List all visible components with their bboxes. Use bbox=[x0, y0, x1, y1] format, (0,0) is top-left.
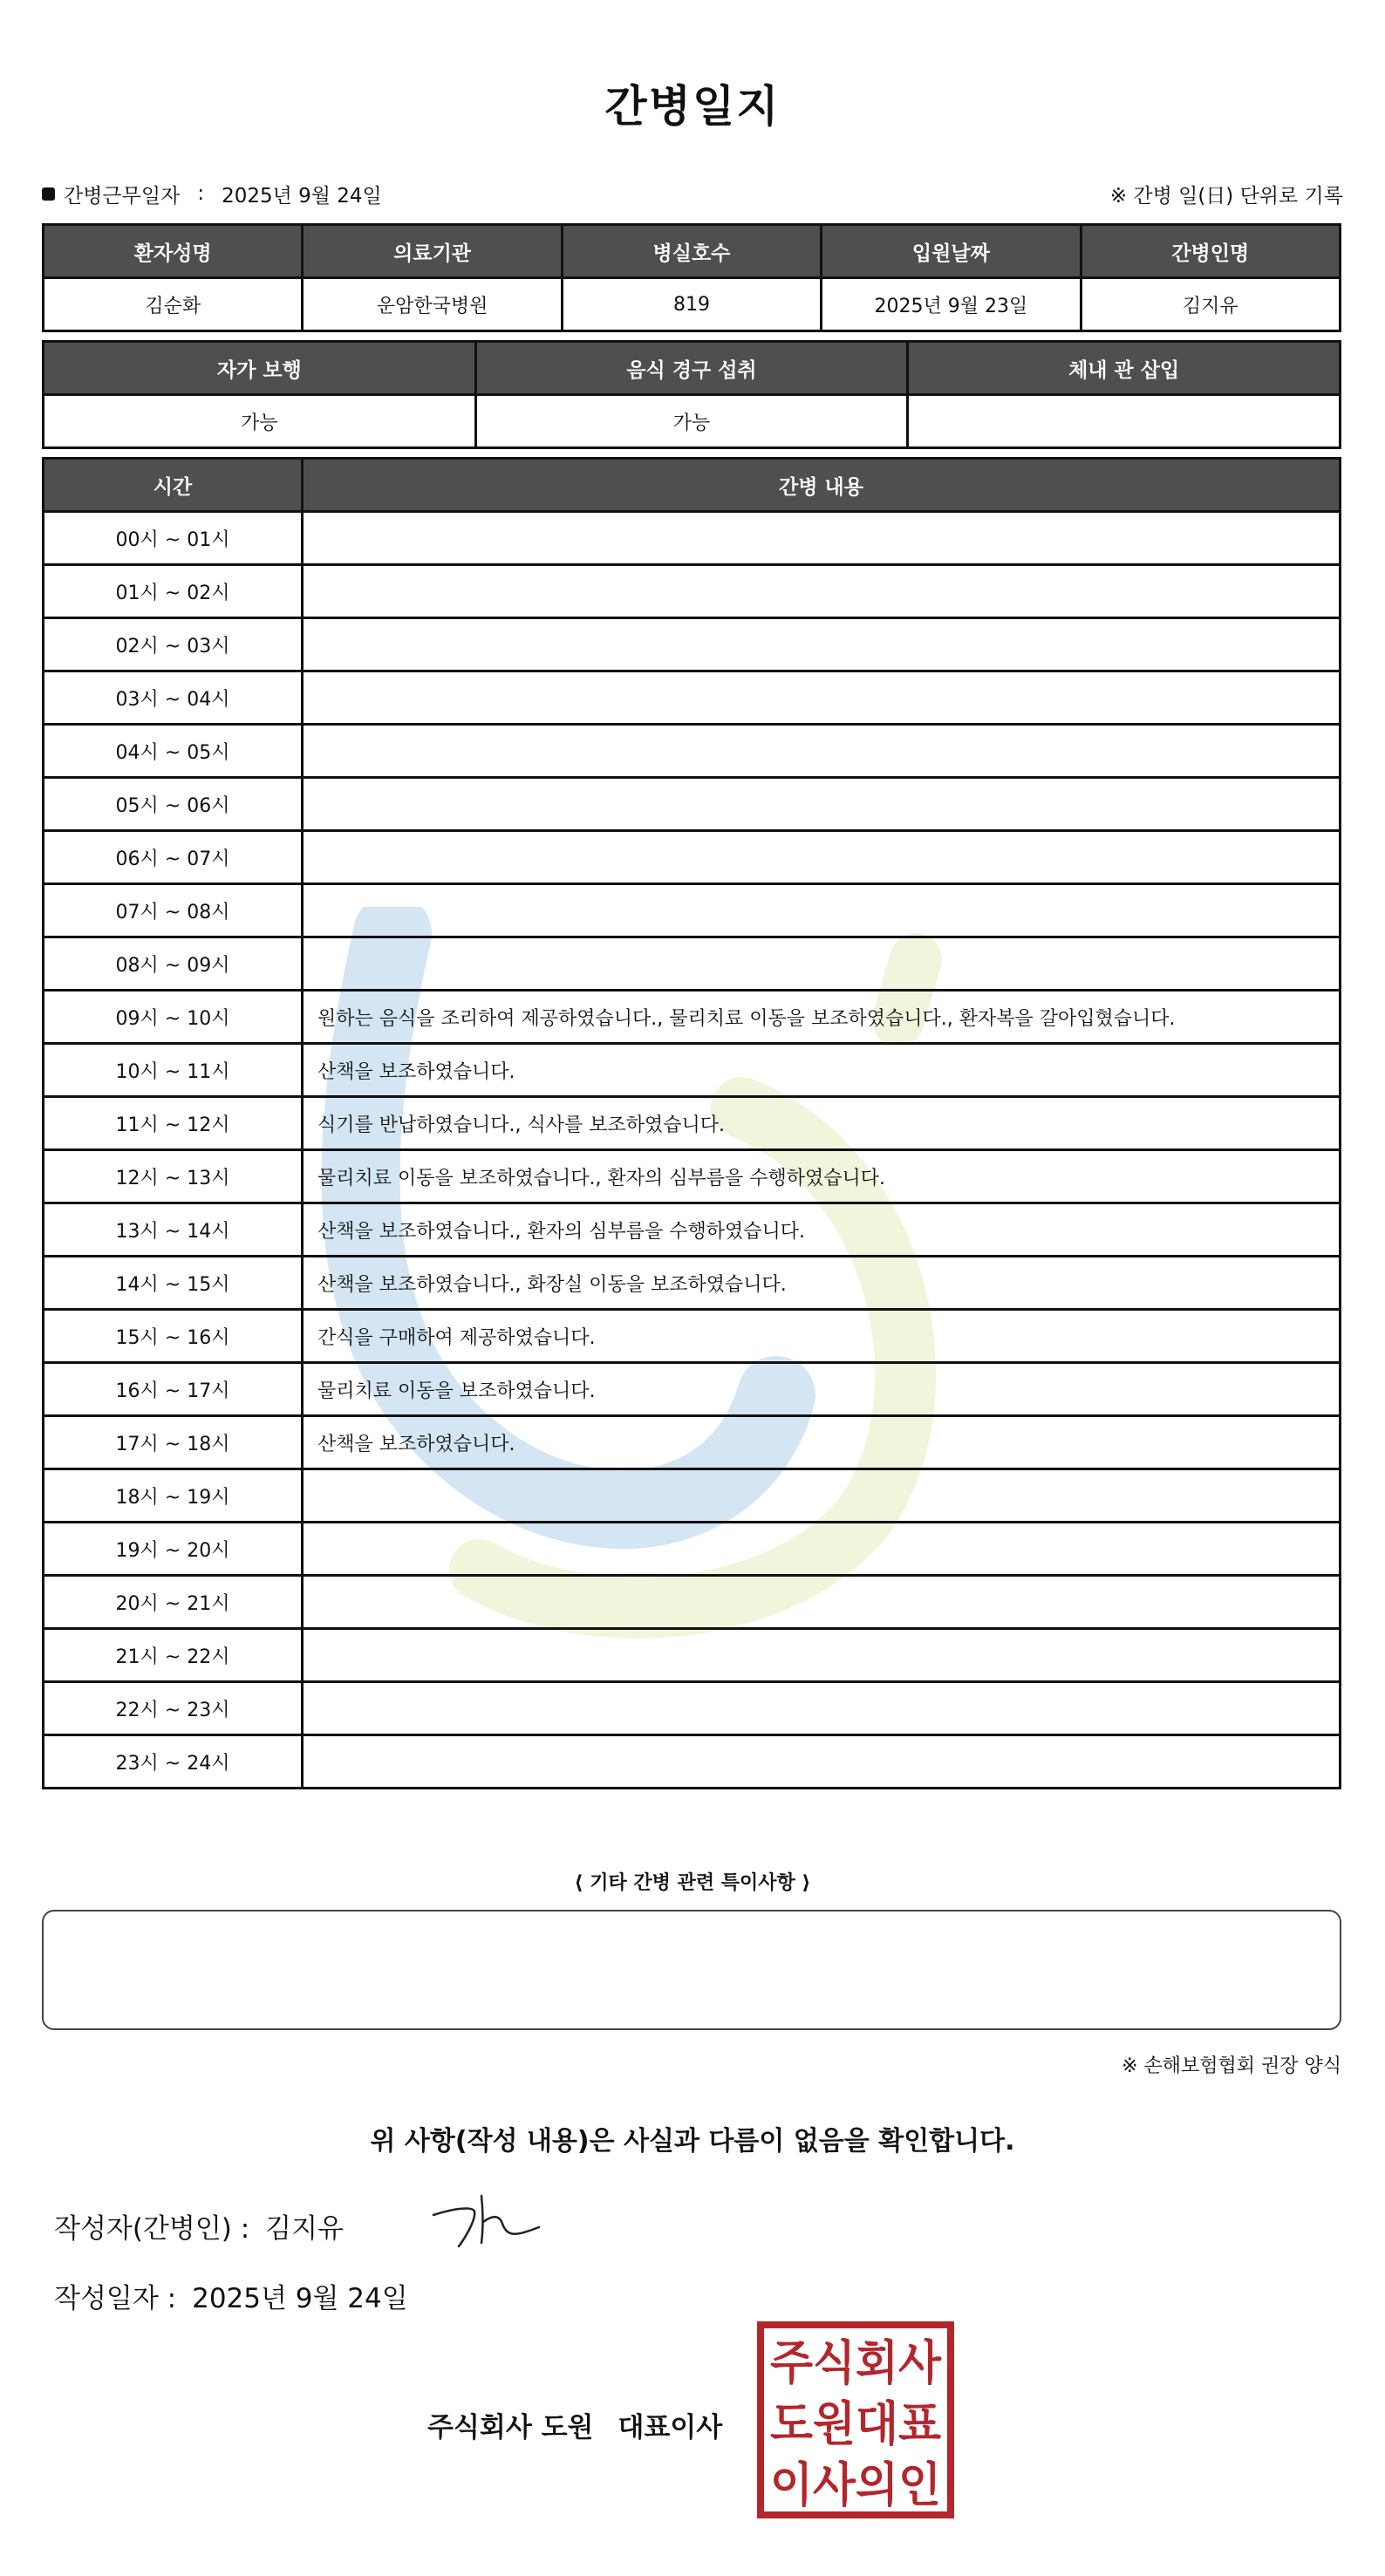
content-cell: 산책을 보조하였습니다. bbox=[303, 1044, 1341, 1097]
date-value: 2025년 9월 24일 bbox=[192, 2283, 408, 2314]
bullet-icon bbox=[42, 187, 55, 201]
header-hospital: 의료기관 bbox=[303, 225, 562, 278]
table-row bbox=[44, 1469, 1341, 1523]
content-cell: 물리치료 이동을 보조하였습니다., 환자의 심부름을 수행하였습니다. bbox=[303, 1150, 1341, 1203]
time-cell: 02시 ~ 03시 bbox=[44, 618, 303, 671]
care-log-body bbox=[44, 512, 1341, 1789]
time-cell: 21시 ~ 22시 bbox=[44, 1629, 303, 1682]
content-cell bbox=[303, 725, 1341, 778]
content-cell bbox=[303, 1576, 1341, 1629]
tube-insertion-value bbox=[908, 395, 1341, 448]
meta-row bbox=[42, 176, 1343, 211]
company-role: 대표이사 bbox=[617, 2412, 723, 2443]
notes-title: ⟨ 기타 간병 관련 특이사항 ⟩ bbox=[574, 1872, 811, 1894]
header-care-content: 간병 내용 bbox=[303, 459, 1341, 512]
seal-line-2: 도원대표 bbox=[770, 2396, 941, 2451]
content-cell: 간식을 구매하여 제공하였습니다. bbox=[303, 1310, 1341, 1363]
content-cell bbox=[303, 1735, 1341, 1789]
admission-date: 2025년 9월 23일 bbox=[822, 278, 1081, 331]
work-date bbox=[42, 180, 382, 208]
date-line bbox=[54, 2276, 408, 2315]
time-cell: 22시 ~ 23시 bbox=[44, 1682, 303, 1735]
table-row bbox=[44, 1416, 1341, 1469]
time-cell: 19시 ~ 20시 bbox=[44, 1523, 303, 1576]
writer-line bbox=[54, 2206, 344, 2245]
content-cell: 식기를 반납하였습니다., 식사를 보조하였습니다. bbox=[303, 1097, 1341, 1150]
time-cell: 23시 ~ 24시 bbox=[44, 1735, 303, 1789]
time-cell: 04시 ~ 05시 bbox=[44, 725, 303, 778]
content-cell: 물리치료 이동을 보조하였습니다. bbox=[303, 1363, 1341, 1416]
caregiver-name: 김지유 bbox=[1081, 278, 1340, 331]
table-row bbox=[44, 565, 1341, 618]
patient-info-header-row bbox=[44, 225, 1341, 278]
time-cell: 03시 ~ 04시 bbox=[44, 671, 303, 725]
table-row bbox=[44, 671, 1341, 725]
time-cell: 18시 ~ 19시 bbox=[44, 1469, 303, 1523]
time-cell: 10시 ~ 11시 bbox=[44, 1044, 303, 1097]
table-row bbox=[44, 512, 1341, 565]
seal-line-1: 주식회사 bbox=[770, 2335, 942, 2390]
content-cell bbox=[303, 618, 1341, 671]
content-cell bbox=[303, 884, 1341, 937]
care-log-table bbox=[42, 457, 1341, 1789]
patient-name: 김순화 bbox=[44, 278, 303, 331]
table-row bbox=[44, 1363, 1341, 1416]
table-row bbox=[44, 831, 1341, 884]
time-cell: 01시 ~ 02시 bbox=[44, 565, 303, 618]
date-label: 작성일자 : bbox=[54, 2283, 177, 2314]
table-row bbox=[44, 1097, 1341, 1150]
confirmation-statement: 위 사항(작성 내용)은 사실과 다름이 없음을 확인합니다. bbox=[370, 2126, 1015, 2157]
time-cell: 08시 ~ 09시 bbox=[44, 937, 303, 991]
time-cell: 16시 ~ 17시 bbox=[44, 1363, 303, 1416]
table-row bbox=[44, 1682, 1341, 1735]
recommend-note: ※ 손해보험협회 권장 양식 bbox=[1122, 2055, 1341, 2077]
unit-note: ※ 간병 일(日) 단위로 기록 bbox=[1109, 184, 1343, 208]
table-row bbox=[44, 1257, 1341, 1310]
table-row bbox=[44, 884, 1341, 937]
header-admission-date: 입원날짜 bbox=[822, 225, 1081, 278]
content-cell bbox=[303, 565, 1341, 618]
time-cell: 15시 ~ 16시 bbox=[44, 1310, 303, 1363]
time-cell: 06시 ~ 07시 bbox=[44, 831, 303, 884]
table-row bbox=[44, 1044, 1341, 1097]
time-cell: 05시 ~ 06시 bbox=[44, 778, 303, 831]
oral-intake-value: 가능 bbox=[475, 395, 908, 448]
care-log-header-row bbox=[44, 459, 1341, 512]
table-row bbox=[44, 1735, 1341, 1789]
self-walking-value: 가능 bbox=[44, 395, 476, 448]
content-cell bbox=[303, 1682, 1341, 1735]
time-cell: 11시 ~ 12시 bbox=[44, 1097, 303, 1150]
content-cell bbox=[303, 831, 1341, 884]
time-cell: 20시 ~ 21시 bbox=[44, 1576, 303, 1629]
table-row bbox=[44, 618, 1341, 671]
time-cell: 09시 ~ 10시 bbox=[44, 991, 303, 1044]
hospital-name: 운암한국병원 bbox=[303, 278, 562, 331]
header-caregiver-name: 간병인명 bbox=[1081, 225, 1340, 278]
time-cell: 13시 ~ 14시 bbox=[44, 1203, 303, 1257]
table-row bbox=[44, 725, 1341, 778]
status-header-row bbox=[44, 342, 1341, 395]
table-row bbox=[44, 937, 1341, 991]
signature-icon bbox=[429, 2189, 542, 2250]
table-row bbox=[44, 778, 1341, 831]
time-cell: 00시 ~ 01시 bbox=[44, 512, 303, 565]
company-line bbox=[427, 2405, 722, 2444]
content-cell: 산책을 보조하였습니다., 환자의 심부름을 수행하였습니다. bbox=[303, 1203, 1341, 1257]
table-row bbox=[44, 991, 1341, 1044]
table-row bbox=[44, 1629, 1341, 1682]
patient-info-value-row bbox=[44, 278, 1341, 331]
content-cell: 산책을 보조하였습니다. bbox=[303, 1416, 1341, 1469]
company-seal-icon bbox=[757, 2321, 954, 2518]
notes-box bbox=[42, 1910, 1341, 2030]
writer-label: 작성자(간병인) : bbox=[54, 2213, 250, 2245]
status-value-row bbox=[44, 395, 1341, 448]
time-cell: 14시 ~ 15시 bbox=[44, 1257, 303, 1310]
content-cell: 산책을 보조하였습니다., 화장실 이동을 보조하였습니다. bbox=[303, 1257, 1341, 1310]
content-cell bbox=[303, 512, 1341, 565]
company-name: 주식회사 도원 bbox=[427, 2412, 594, 2443]
seal-line-3: 이사의인 bbox=[770, 2457, 941, 2512]
time-cell: 17시 ~ 18시 bbox=[44, 1416, 303, 1469]
header-room: 병실호수 bbox=[562, 225, 821, 278]
page-title: 간병일지 bbox=[604, 81, 781, 132]
time-cell: 12시 ~ 13시 bbox=[44, 1150, 303, 1203]
table-row bbox=[44, 1203, 1341, 1257]
header-tube-insertion: 체내 관 삽입 bbox=[908, 342, 1341, 395]
work-date-value: 2025년 9월 24일 bbox=[222, 184, 382, 208]
content-cell bbox=[303, 671, 1341, 725]
time-cell: 07시 ~ 08시 bbox=[44, 884, 303, 937]
work-date-label: 간병근무일자 bbox=[64, 184, 181, 208]
header-oral-intake: 음식 경구 섭취 bbox=[475, 342, 908, 395]
table-row bbox=[44, 1523, 1341, 1576]
table-row bbox=[44, 1150, 1341, 1203]
room-number: 819 bbox=[562, 278, 821, 331]
content-cell bbox=[303, 1523, 1341, 1576]
content-cell: 원하는 음식을 조리하여 제공하였습니다., 물리치료 이동을 보조하였습니다., 환자복을 갈아입혔습니다. bbox=[303, 991, 1341, 1044]
status-table bbox=[42, 340, 1341, 449]
patient-info-table bbox=[42, 223, 1341, 332]
header-patient-name: 환자성명 bbox=[44, 225, 303, 278]
table-row bbox=[44, 1310, 1341, 1363]
content-cell bbox=[303, 1469, 1341, 1523]
work-date-separator: : bbox=[197, 182, 205, 205]
writer-name: 김지유 bbox=[265, 2213, 345, 2245]
content-cell bbox=[303, 778, 1341, 831]
content-cell bbox=[303, 1629, 1341, 1682]
header-time: 시간 bbox=[44, 459, 303, 512]
content-cell bbox=[303, 937, 1341, 991]
header-self-walking: 자가 보행 bbox=[44, 342, 476, 395]
table-row bbox=[44, 1576, 1341, 1629]
